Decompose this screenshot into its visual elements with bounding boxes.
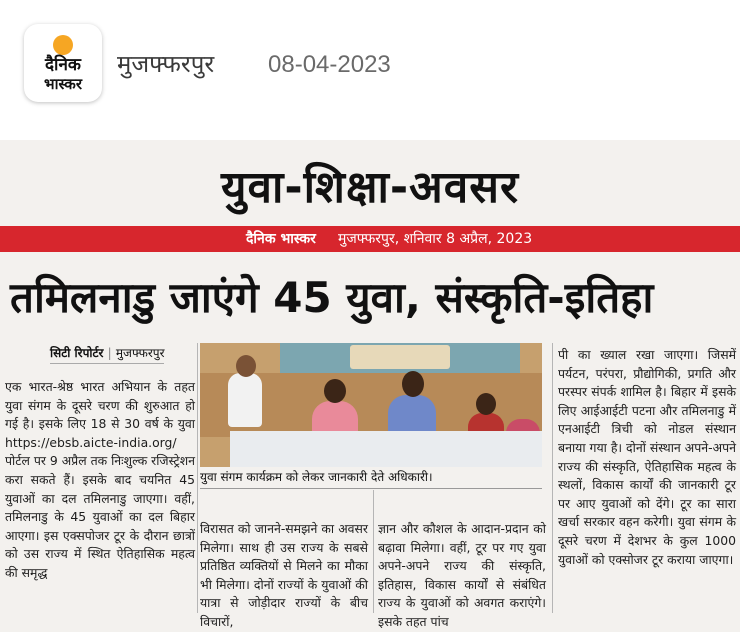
person-figure <box>236 355 256 377</box>
byline-reporter: सिटी रिपोर्टर <box>50 346 104 360</box>
photo-banner-panel <box>350 345 450 369</box>
logo-line-2: भास्कर <box>44 75 82 93</box>
article-column-2: विरासत को जानने-समझने का अवसर मिलेगा। साथ ही उस राज्य के सबसे प्रतिष्ठित व्यक्तियों से मिलने का मौका भी मिलेगा। दोनों राज्यों के युवाओं की यात्रा से जोड़ीदार राज्यों के बीच विचारों, <box>200 521 368 629</box>
column-rule <box>552 343 553 613</box>
byline-place: मुजफ्फरपुर <box>115 346 165 360</box>
edition-date[interactable]: 08-04-2023 <box>268 51 391 78</box>
logo-line-1: दैनिक <box>45 55 81 75</box>
strip-dateline: मुजफ्फरपुर, शनिवार 8 अप्रैल, 2023 <box>338 231 533 247</box>
person-figure <box>476 393 496 415</box>
sun-icon <box>53 35 73 55</box>
app-logo[interactable] <box>24 24 102 102</box>
article-headline: तमिलनाडु जाएंगे 45 युवा, संस्कृति-इतिहा <box>10 273 654 322</box>
page-strip <box>0 226 740 252</box>
edition-city[interactable]: मुजफ्फरपुर <box>117 50 215 78</box>
person-figure <box>228 373 262 427</box>
photo-table <box>230 431 542 467</box>
column-rule <box>197 343 198 613</box>
person-figure <box>324 379 346 403</box>
section-title: युवा-शिक्षा-अवसर <box>221 162 519 213</box>
article-column-3: ज्ञान और कौशल के आदान-प्रदान को बढ़ावा मिलेगा। वहीं, टूर पर गए युवा अपने-अपने राज्य की संस्कृति, इतिहास, विकास कार्यों से संबंधित राज्य के युवाओं को अवगत कराएंगे। इसके तहत पांच <box>378 521 546 629</box>
person-figure <box>402 371 424 397</box>
article-photo <box>200 343 542 467</box>
photo-caption: युवा संगम कार्यक्रम को लेकर जानकारी देते अधिकारी। <box>200 469 542 486</box>
caption-divider <box>200 488 542 489</box>
column-rule <box>373 490 374 613</box>
byline-separator: | <box>107 346 112 360</box>
byline <box>50 345 164 364</box>
strip-brand: दैनिक भास्कर <box>246 231 316 247</box>
article-column-4: पी का ख्याल रखा जाएगा। जिसमें पर्यटन, परंपरा, प्रौद्योगिकी, प्रगति और परस्पर संपर्क शामिल है। बिहार में इसके लिए आईआईटी पटना और तमिलनाडु में एनआईटी त्रिची को नोडल संस्थान बनाया गया है। दोनों संस्थान अपने-अपने राज्य की संस्कृति, ऐतिहासिक महत्व के स्थलों, विकास कार्यों की जानकारी टूर पर आए युवाओं को देंगे। टूर का सारा खर्चा सरकार वहन करेगी। युवा संगम के दूसरे चरण में देशभर के कुल 1000 युवाओं को एक्सोजर टूर कराया जाएगा। <box>558 347 736 567</box>
article-column-1: एक भारत-श्रेष्ठ भारत अभियान के तहत युवा संगम के दूसरे चरण की शुरुआत हो गई है। इसके लिए 18 से 30 वर्ष के युवा https://ebsb.aicte-india.org/ पोर्टल पर 9 अप्रैल तक निःशुल्क रजिस्ट्रेशन करा सकते हैं। इसके बाद चयनित 45 युवाओं का दल तमिलनाडु जाएगा। वहीं, तमिलनाडु के 45 युवाओं का दल बिहार आएगा। इस एक्सपोजर टूर के दौरान छात्रों को उस राज्य में स्थित ऐतिहासिक महत्व की समृद्ध <box>5 379 195 580</box>
